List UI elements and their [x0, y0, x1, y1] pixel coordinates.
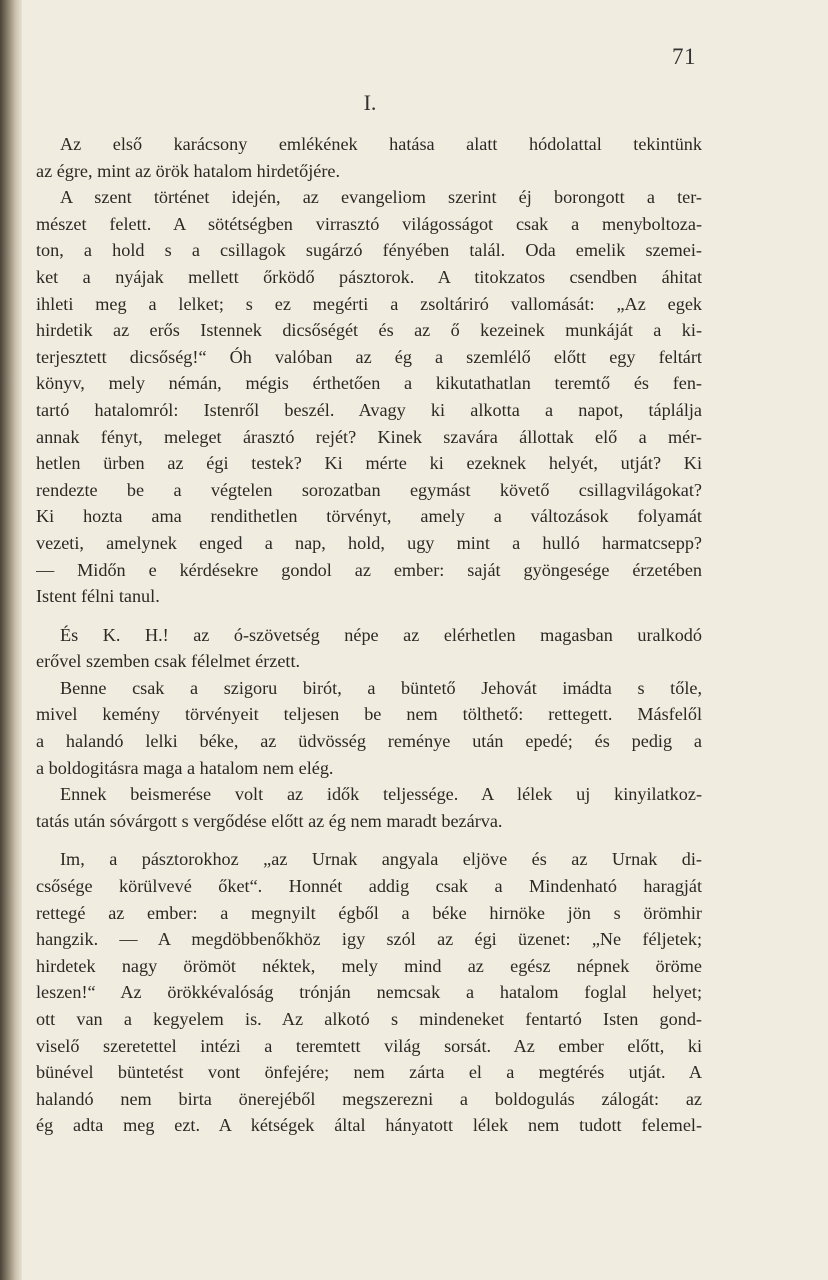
text-line: hetlen ürben az égi testek? Ki mérte ki ezeknek helyét, utját? Ki	[36, 453, 702, 474]
text-line: A szent történet idején, az evangeliom szerint éj borongott a ter-	[60, 187, 702, 208]
text-line: Istent félni tanul.	[36, 586, 160, 607]
text-line: annak fényt, meleget árasztó rejét? Kinek szavára állottak elő a mér-	[36, 426, 702, 447]
body-text	[36, 131, 702, 1139]
text-line: leszen!“ Az örökkévalóság trónján nemcsak a hatalom foglal helyet;	[36, 982, 702, 1003]
text-line: az égre, mint az örök hatalom hirdetőjére.	[36, 160, 341, 181]
chapter-heading: I.	[363, 90, 377, 115]
text-line: ihleti meg a lelket; s ez megérti a zsoltáriró vallomását: „Az egek	[36, 293, 702, 314]
text-line: vezeti, amelynek enged a nap, hold, ugy mint a hulló harmatcsepp?	[36, 532, 702, 553]
text-line: rettegé az ember: a megnyilt égből a béke hirnöke jön s örömhir	[36, 902, 702, 923]
text-line: könyv, mely némán, mégis érthetően a kikutathatlan teremtő és fen-	[36, 373, 702, 394]
text-line: ton, a hold s a csillagok sugárzó fényében talál. Oda emelik szemei-	[36, 240, 702, 261]
text-line: mivel kemény törvényeit teljesen be nem tölthető: rettegett. Másfelől	[36, 704, 702, 725]
text-line: a halandó lelki béke, az üdvösség reménye után epedé; és pedig a	[36, 731, 702, 752]
text-line: hangzik. — A megdöbbenőkhöz igy szól az égi üzenet: „Ne féljetek;	[36, 929, 702, 950]
text-line: csősége körülvevé őket“. Honnét addig csak a Mindenható haragját	[36, 876, 702, 897]
text-line: Ennek beismerése volt az idők teljessége. A lélek uj kinyilatkoz-	[60, 784, 702, 805]
text-line: terjesztett dicsőség!“ Óh valóban az ég a szemlélő előtt egy feltárt	[36, 346, 702, 367]
text-line: hirdetik az erős Istennek dicsőségét és az ő kezeinek munkáját a ki-	[36, 320, 702, 341]
text-line: És K. H.! az ó-szövetség népe az elérhetlen magasban uralkodó	[60, 624, 702, 645]
text-line: Ki hozta ama rendithetlen törvényt, amely a változások folyamát	[36, 506, 702, 527]
page-number: 71	[672, 44, 696, 69]
text-line: viselő szeretettel intézi a teremtett világ sorsát. Az ember előtt, ki	[36, 1035, 702, 1056]
text-line: hirdetek nagy örömöt néktek, mely mind az egész népnek öröme	[36, 955, 702, 976]
text-line: erővel szemben csak félelmet érzett.	[36, 651, 301, 672]
text-line: a boldogitásra maga a hatalom nem elég.	[36, 757, 334, 778]
text-line: tartó hatalomról: Istenről beszél. Avagy ki alkotta a napot, táplálja	[36, 399, 702, 420]
text-line: Benne csak a szigoru birót, a büntető Jehovát imádta s tőle,	[60, 677, 702, 698]
text-line: ott van a kegyelem is. Az alkotó s mindeneket fentartó Isten gond-	[36, 1009, 702, 1029]
book-binding-edge	[0, 0, 22, 1280]
text-line: ket a nyájak mellett őrködő pásztorok. A titokzatos csendben áhitat	[36, 266, 702, 287]
text-line: bünével büntetést vont önfejére; nem zárta el a megtérés utját. A	[36, 1062, 702, 1083]
text-line: Az első karácsony emlékének hatása alatt hódolattal tekintünk	[60, 134, 702, 154]
text-line: mészet felett. A sötétségben virrasztó világosságot csak a menyboltoza-	[36, 213, 702, 234]
text-line: rendezte be a végtelen sorozatban egymást követő csillagvilágokat?	[36, 479, 702, 500]
text-line: — Midőn e kérdésekre gondol az ember: saját gyöngesége érzetében	[36, 559, 702, 580]
text-line: Im, a pásztorokhoz „az Urnak angyala eljöve és az Urnak di-	[60, 849, 702, 870]
text-line: halandó nem birta önerejéből megszerezni a boldogulás zálogát: az	[36, 1088, 702, 1109]
text-line: tatás után sóvárgott s vergődése előtt az ég nem maradt bezárva.	[36, 810, 503, 831]
text-line: ég adta meg ezt. A kétségek által hányatott lélek nem tudott felemel-	[36, 1115, 702, 1136]
